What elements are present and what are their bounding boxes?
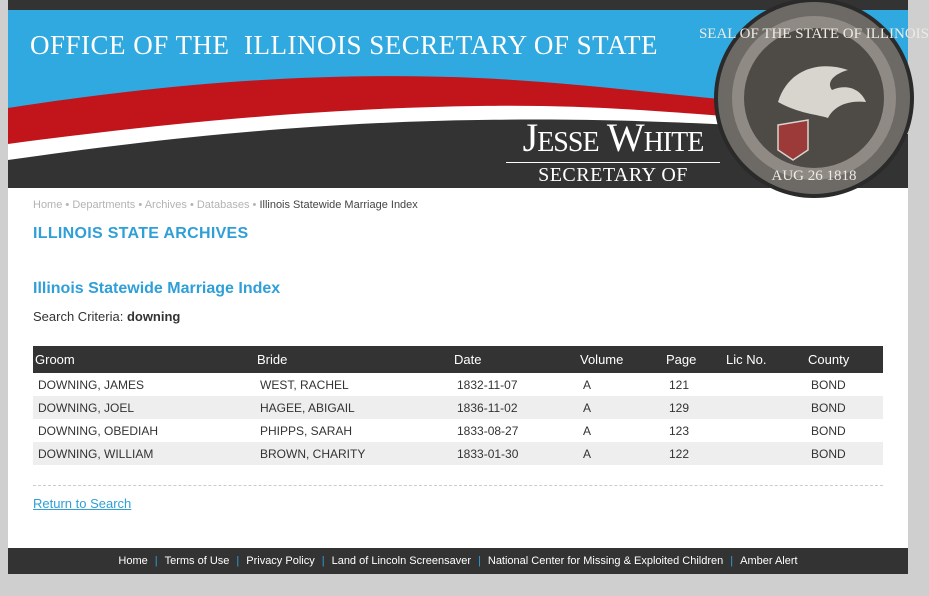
cell-groom: DOWNING, WILLIAM	[33, 442, 255, 465]
breadcrumb-home[interactable]: Home	[33, 199, 63, 211]
breadcrumb-databases[interactable]: Databases	[196, 199, 250, 211]
return-to-search-link[interactable]: Return to Search	[33, 496, 132, 511]
breadcrumb-current: Illinois Statewide Marriage Index	[259, 199, 418, 211]
breadcrumb-departments[interactable]: Departments	[72, 199, 136, 211]
seal-bottom-text: AUG 26 1818	[771, 168, 857, 184]
cell-groom: DOWNING, JAMES	[38, 377, 145, 392]
footer-separator: |	[236, 555, 240, 567]
name-divider	[506, 162, 720, 163]
cell-lic-no	[724, 442, 806, 465]
cell-page: 121	[669, 377, 690, 392]
breadcrumb-separator: •	[65, 199, 70, 211]
column-lic-no: Lic No.	[724, 346, 806, 373]
table-row	[33, 419, 883, 442]
cell-county: BOND	[811, 377, 846, 392]
search-criteria	[33, 309, 180, 324]
seal-top-text: SEAL OF THE STATE OF ILLINOIS	[698, 26, 929, 42]
footer-separator: |	[478, 555, 481, 567]
cell-bride: HAGEE, ABIGAIL	[255, 396, 452, 419]
table-row	[33, 396, 883, 419]
footer-link-missing-children[interactable]: National Center for Missing & Exploited Children	[487, 555, 724, 567]
cell-bride: PHIPPS, SARAH	[260, 423, 353, 438]
cell-lic-no	[724, 419, 806, 442]
cell-groom: DOWNING, OBEDIAH	[38, 423, 159, 438]
cell-county: BOND	[806, 396, 883, 419]
cell-date: 1832-11-07	[457, 377, 518, 392]
footer-separator: |	[730, 555, 734, 567]
breadcrumb	[33, 199, 418, 211]
breadcrumb-separator: •	[252, 199, 257, 211]
cell-volume: A	[583, 423, 592, 438]
table-header-row	[33, 346, 883, 373]
column-date: Date	[452, 346, 578, 373]
cell-date: 1836-11-02	[452, 396, 578, 419]
breadcrumb-archives[interactable]: Archives	[144, 199, 187, 211]
cell-lic-no	[724, 373, 806, 396]
column-page: Page	[664, 346, 724, 373]
footer-separator: |	[321, 555, 325, 567]
table-row	[33, 373, 883, 396]
search-criteria-label: Search Criteria:	[33, 309, 124, 324]
search-criteria-term: downing	[126, 309, 181, 324]
table-row	[33, 442, 883, 465]
footer-link-terms[interactable]: Terms of Use	[164, 555, 230, 567]
cell-date: 1833-01-30	[452, 442, 578, 465]
footer-link-amber-alert[interactable]: Amber Alert	[740, 555, 798, 567]
secretary-name: Jesse White	[522, 115, 704, 160]
cell-lic-no	[724, 396, 806, 419]
footer-link-privacy[interactable]: Privacy Policy	[246, 555, 315, 567]
cell-bride: BROWN, CHARITY	[255, 442, 452, 465]
cell-date: 1833-08-27	[457, 423, 519, 438]
department-title: ILLINOIS STATE ARCHIVES	[33, 225, 249, 242]
cell-page: 129	[664, 396, 724, 419]
footer	[8, 548, 908, 574]
cell-page: 123	[669, 423, 690, 438]
column-county: County	[806, 346, 883, 373]
secretary-title: SECRETARY OF STATE	[538, 164, 688, 209]
page-title: Illinois Statewide Marriage Index	[33, 280, 281, 297]
office-title: OFFICE OF THE ILLINOIS SECRETARY OF STATE	[30, 30, 658, 60]
cell-page: 122	[664, 442, 724, 465]
footer-link-home[interactable]: Home	[118, 555, 148, 567]
cell-county: BOND	[811, 423, 846, 438]
column-groom: Groom	[33, 346, 255, 373]
breadcrumb-separator: •	[189, 199, 194, 211]
results-table	[33, 346, 883, 465]
cell-groom: DOWNING, JOEL	[33, 396, 255, 419]
cell-volume: A	[583, 377, 592, 392]
column-bride: Bride	[255, 346, 452, 373]
cell-volume: A	[578, 442, 664, 465]
page	[8, 0, 929, 574]
cell-county: BOND	[806, 442, 883, 465]
breadcrumb-separator: •	[138, 199, 143, 211]
footer-separator: |	[154, 555, 158, 567]
column-volume: Volume	[578, 346, 664, 373]
cell-volume: A	[578, 396, 664, 419]
divider	[33, 485, 883, 486]
footer-link-screensaver[interactable]: Land of Lincoln Screensaver	[331, 555, 472, 567]
cell-bride: WEST, RACHEL	[260, 377, 349, 392]
